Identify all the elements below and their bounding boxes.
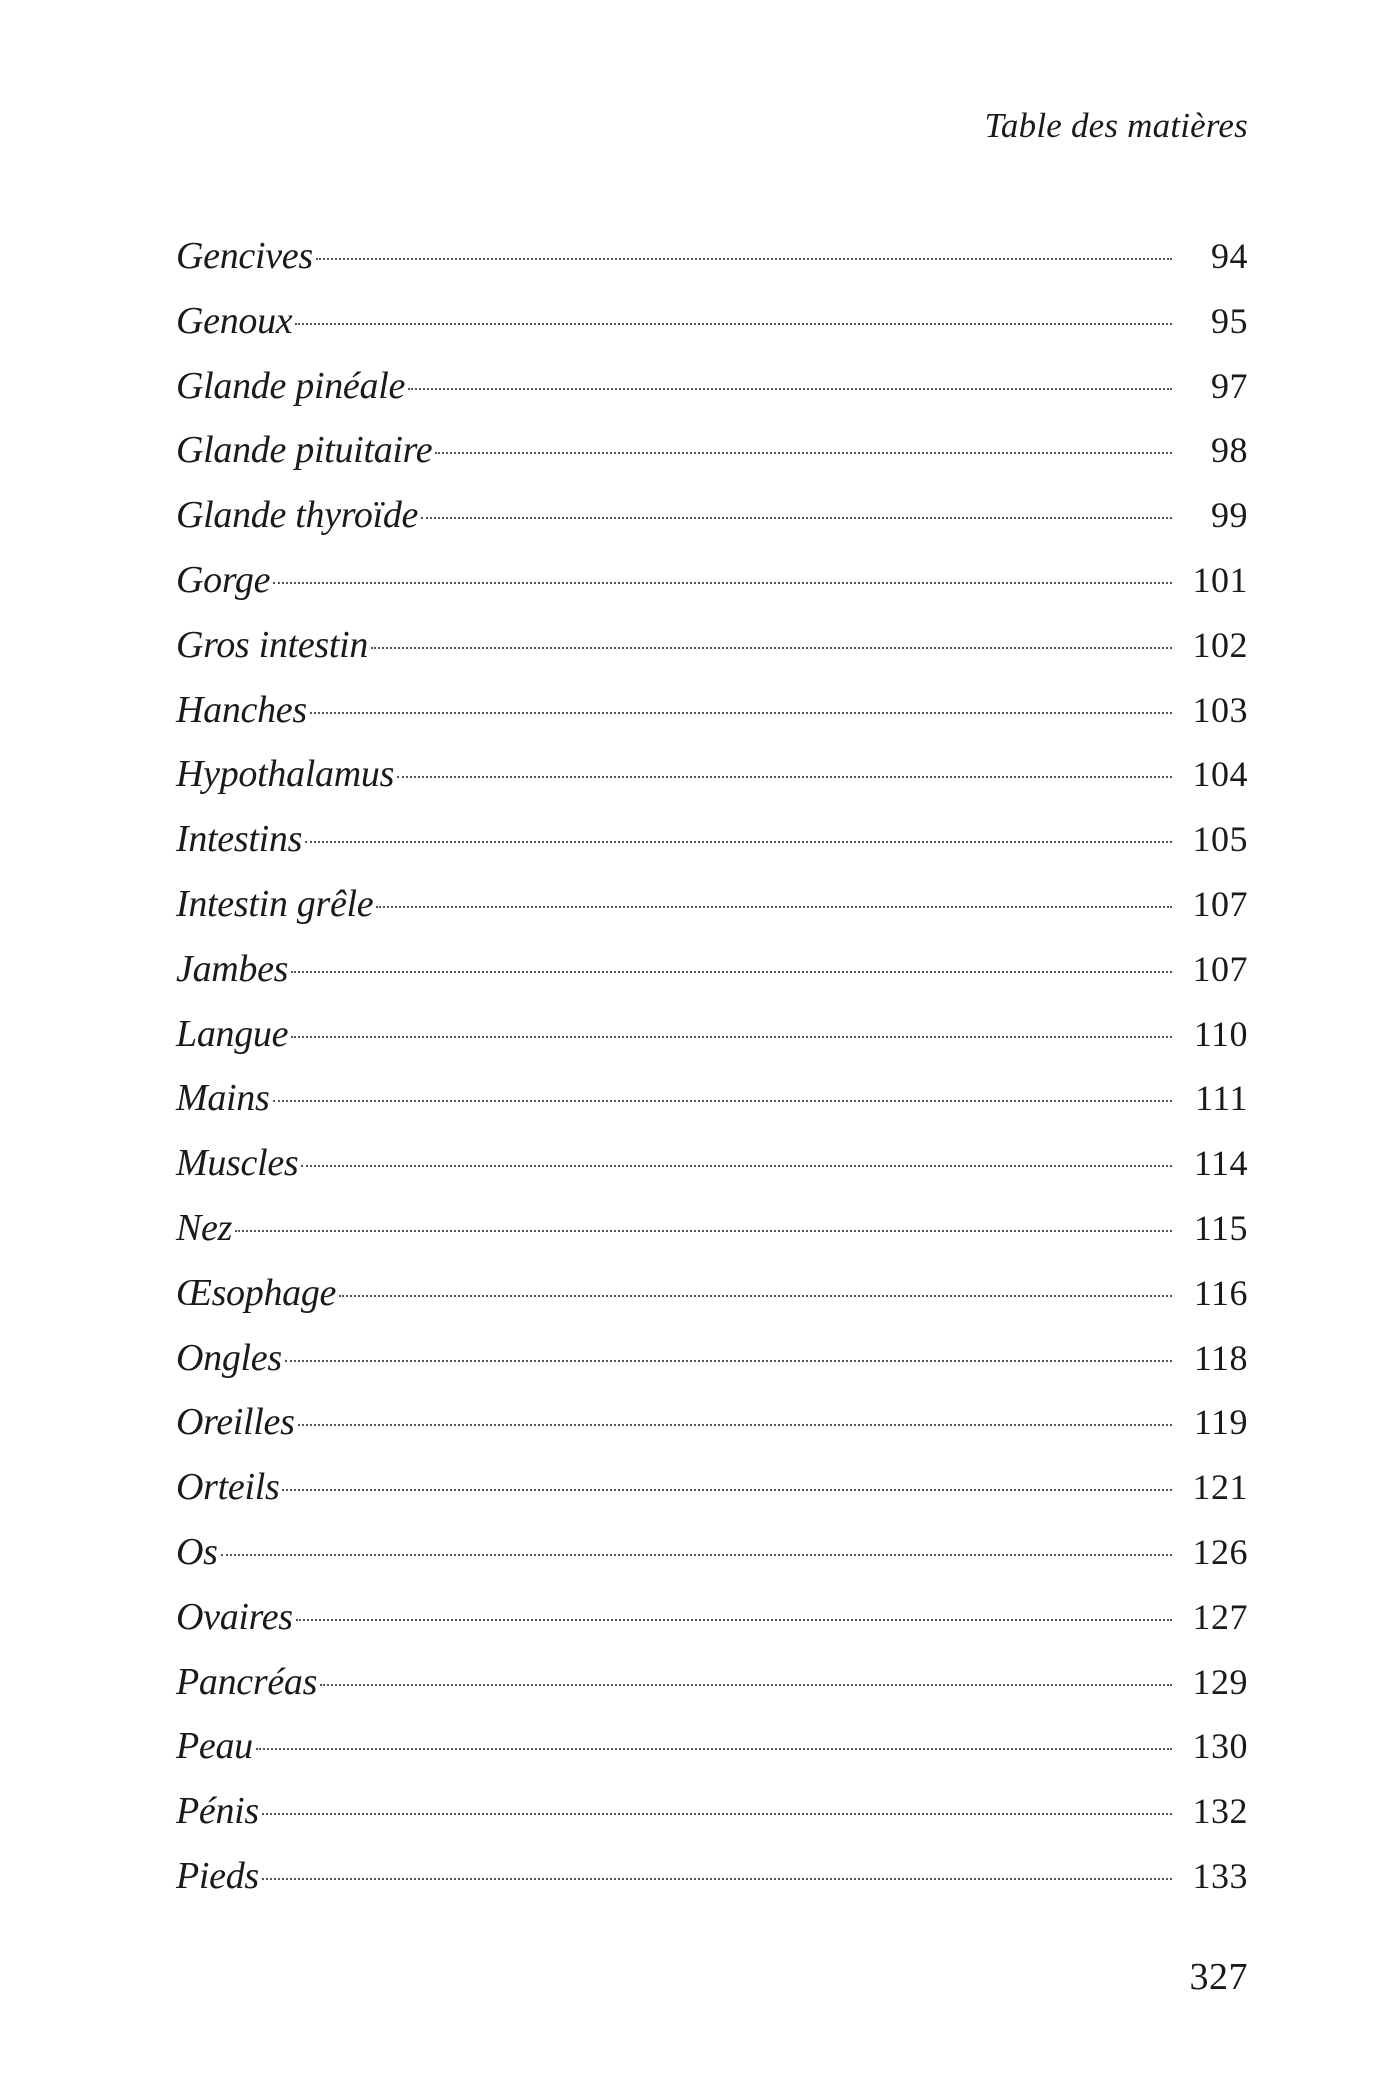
toc-entry-page: 133: [1192, 1855, 1248, 1896]
toc-row: [176, 289, 1248, 354]
toc-row: [176, 807, 1248, 872]
toc-entry-label: Intestins: [176, 818, 303, 861]
toc-entry-label: Muscles: [176, 1142, 299, 1185]
dot-leader: [262, 1813, 1172, 1815]
toc-entry-label: Os: [176, 1530, 218, 1573]
toc-row: [176, 1455, 1248, 1520]
toc-entry-page: 132: [1192, 1791, 1248, 1832]
toc-row: [176, 483, 1248, 548]
toc-entry-page: 101: [1192, 559, 1248, 600]
toc-row: [176, 1650, 1248, 1715]
toc-row: [176, 224, 1248, 289]
toc-entry-page: 111: [1195, 1078, 1248, 1119]
dot-leader: [376, 906, 1172, 908]
toc-entry-page: 129: [1192, 1661, 1248, 1702]
toc-row: [176, 742, 1248, 807]
dot-leader: [295, 323, 1172, 325]
toc-row: [176, 1390, 1248, 1455]
toc-entry-page: 118: [1193, 1337, 1248, 1378]
toc-row: [176, 1066, 1248, 1131]
dot-leader: [316, 258, 1172, 260]
toc-entry-label: Gencives: [176, 235, 313, 277]
toc-entry-page: 95: [1211, 300, 1248, 341]
toc-entry-page: 121: [1192, 1467, 1248, 1508]
toc-entry-page: 104: [1192, 754, 1248, 795]
toc-entry-page: 110: [1193, 1013, 1248, 1054]
toc-entry-label: Mains: [176, 1077, 270, 1120]
toc-row: [176, 937, 1248, 1002]
dot-leader: [221, 1554, 1172, 1556]
toc-entry-label: Orteils: [176, 1466, 280, 1509]
toc-row: [176, 613, 1248, 678]
toc-entry-page: 103: [1192, 689, 1248, 730]
dot-leader: [397, 776, 1172, 778]
dot-leader: [310, 712, 1172, 714]
dot-leader: [435, 452, 1172, 454]
toc-entry-page: 116: [1193, 1272, 1248, 1313]
toc-entry-label: Genoux: [176, 299, 293, 342]
toc-entry-label: Peau: [176, 1725, 253, 1768]
toc-entry-label: Ovaires: [176, 1595, 293, 1638]
toc-entry-page: 98: [1211, 430, 1248, 471]
dot-leader: [305, 841, 1172, 843]
toc-entry-page: 126: [1192, 1531, 1248, 1572]
toc-entry-label: Pancréas: [176, 1660, 318, 1703]
toc-entry-label: Nez: [176, 1206, 233, 1249]
dot-leader: [235, 1230, 1172, 1232]
toc-entry-label: Intestin grêle: [176, 882, 374, 925]
dot-leader: [320, 1684, 1172, 1686]
toc-entry-label: Pieds: [176, 1854, 259, 1897]
toc-entry-label: Jambes: [176, 947, 289, 990]
toc-entry-page: 114: [1193, 1143, 1248, 1184]
dot-leader: [408, 388, 1172, 390]
toc-entry-label: Pénis: [176, 1790, 259, 1833]
table-of-contents: [176, 224, 1248, 1909]
dot-leader: [371, 647, 1172, 649]
dot-leader: [339, 1295, 1172, 1297]
dot-leader: [291, 1036, 1172, 1038]
dot-leader: [421, 517, 1172, 519]
toc-row: [176, 1261, 1248, 1326]
toc-entry-label: Hanches: [176, 688, 307, 731]
toc-entry-page: 107: [1192, 948, 1248, 989]
dot-leader: [285, 1360, 1172, 1362]
toc-entry-label: Gros intestin: [176, 623, 369, 666]
toc-entry-label: Glande pinéale: [176, 364, 406, 407]
toc-row: [176, 418, 1248, 483]
dot-leader: [282, 1489, 1172, 1491]
toc-row: [176, 1131, 1248, 1196]
toc-entry-label: Œsophage: [176, 1271, 337, 1314]
toc-entry-label: Hypothalamus: [176, 753, 395, 796]
toc-row: [176, 1326, 1248, 1391]
dot-leader: [296, 1619, 1172, 1621]
toc-row: [176, 1844, 1248, 1909]
toc-entry-page: 102: [1192, 624, 1248, 665]
toc-entry-label: Glande pituitaire: [176, 429, 433, 472]
toc-row: [176, 1714, 1248, 1779]
toc-row: [176, 1520, 1248, 1585]
toc-row: [176, 548, 1248, 613]
toc-row: [176, 1002, 1248, 1067]
dot-leader: [298, 1424, 1172, 1426]
dot-leader: [301, 1165, 1172, 1167]
toc-entry-label: Ongles: [176, 1336, 282, 1379]
page-number: 327: [1189, 1956, 1248, 1998]
toc-entry-page: 115: [1193, 1207, 1248, 1248]
toc-entry-label: Langue: [176, 1012, 289, 1055]
toc-row: [176, 872, 1248, 937]
toc-row: [176, 354, 1248, 419]
toc-entry-page: 105: [1192, 819, 1248, 860]
toc-row: [176, 678, 1248, 743]
toc-row: [176, 1779, 1248, 1844]
toc-entry-label: Glande thyroïde: [176, 494, 419, 537]
toc-entry-page: 94: [1211, 236, 1248, 276]
toc-entry-page: 97: [1211, 365, 1248, 406]
toc-row: [176, 1585, 1248, 1650]
running-head-title: Table des matières: [984, 106, 1248, 145]
toc-entry-page: 130: [1192, 1726, 1248, 1767]
toc-entry-page: 99: [1211, 495, 1248, 536]
dot-leader: [273, 582, 1172, 584]
dot-leader: [273, 1100, 1172, 1102]
toc-entry-page: 107: [1192, 883, 1248, 924]
toc-entry-page: 127: [1192, 1596, 1248, 1637]
dot-leader: [262, 1878, 1172, 1880]
toc-entry-label: Gorge: [176, 558, 271, 601]
toc-entry-label: Oreilles: [176, 1401, 295, 1444]
toc-entry-page: 119: [1193, 1402, 1248, 1443]
toc-row: [176, 1196, 1248, 1261]
dot-leader: [256, 1748, 1172, 1750]
dot-leader: [291, 971, 1172, 973]
